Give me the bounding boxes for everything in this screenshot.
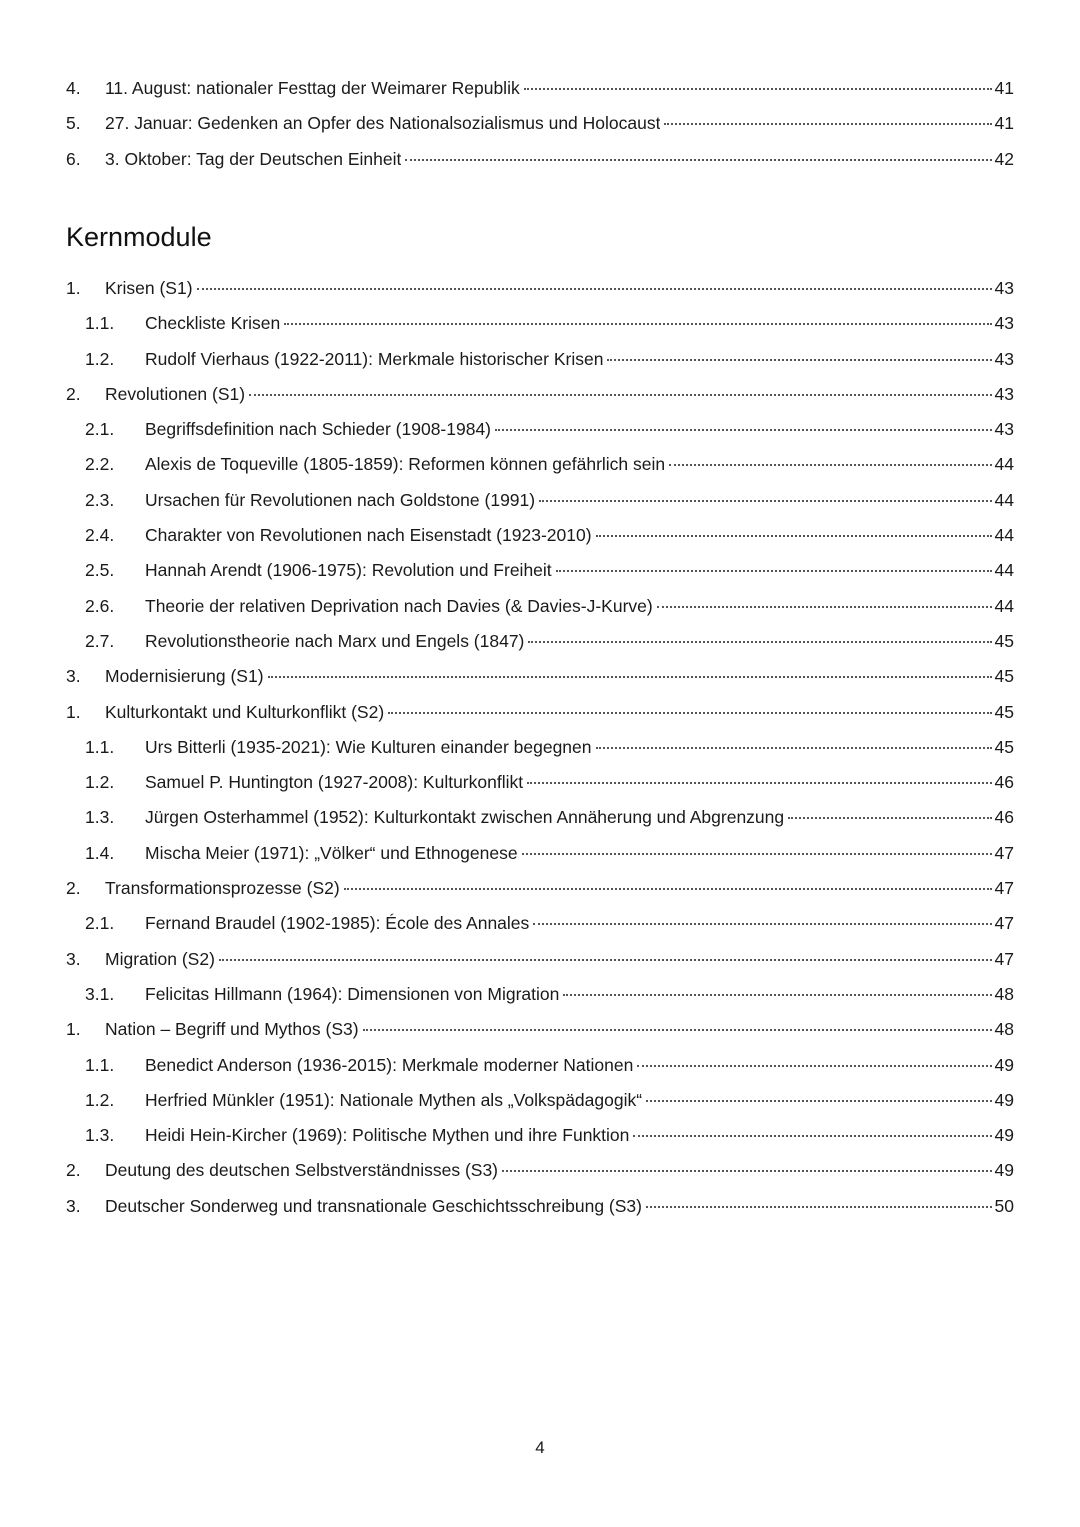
toc-entry-number: 2.6. bbox=[85, 595, 115, 616]
toc-entry-title: Herfried Münkler (1951): Nationale Mythen als „Volkspädagogik“ bbox=[145, 1089, 643, 1110]
toc-entry-page: 43 bbox=[994, 278, 1014, 298]
toc-entry-title: Rudolf Vierhaus (1922-2011): Merkmale historischer Krisen bbox=[145, 348, 604, 369]
toc-entry[interactable] bbox=[66, 1085, 1014, 1120]
toc-entry-number: 6. bbox=[66, 148, 81, 169]
toc-entry-title: Krisen (S1) bbox=[105, 278, 193, 298]
toc-entry-number: 2.7. bbox=[85, 630, 115, 651]
toc-entry-page: 46 bbox=[994, 772, 1014, 793]
toc-entry-page: 48 bbox=[994, 1019, 1014, 1040]
dot-leader bbox=[607, 359, 991, 361]
toc-entry-page: 47 bbox=[994, 948, 1014, 969]
dot-leader bbox=[388, 712, 991, 714]
toc-entry-page: 45 bbox=[994, 666, 1014, 687]
dot-leader bbox=[788, 817, 991, 819]
toc-entry-title: Charakter von Revolutionen nach Eisenstadt (1923-2010) bbox=[145, 525, 592, 546]
toc-entry[interactable] bbox=[66, 626, 1014, 661]
dot-leader bbox=[528, 641, 991, 643]
toc-entry-title: Fernand Braudel (1902-1985): École des Annales bbox=[145, 913, 530, 934]
toc-entry-title: Benedict Anderson (1936-2015): Merkmale moderner Nationen bbox=[145, 1054, 634, 1075]
toc-entry-title: Samuel P. Huntington (1927-2008): Kulturkonflikt bbox=[145, 772, 524, 793]
toc-entry[interactable] bbox=[66, 520, 1014, 555]
toc-entry-number: 2. bbox=[66, 878, 81, 899]
toc-entry-title: Nation – Begriff und Mythos (S3) bbox=[105, 1019, 359, 1040]
toc-entry[interactable] bbox=[66, 1155, 1014, 1190]
toc-entry-page: 43 bbox=[994, 419, 1014, 440]
toc-entry-number: 5. bbox=[66, 113, 81, 134]
toc-entry-number: 3. bbox=[66, 666, 81, 687]
toc-continuation-list bbox=[66, 73, 1014, 179]
toc-entry[interactable] bbox=[66, 838, 1014, 873]
toc-entry-page: 46 bbox=[994, 807, 1014, 828]
toc-entry-page: 41 bbox=[994, 113, 1014, 134]
toc-entry-number: 4. bbox=[66, 78, 81, 98]
toc-entry-title: Deutscher Sonderweg und transnationale Geschichtsschreibung (S3) bbox=[105, 1195, 642, 1216]
toc-entry-title: Kulturkontakt und Kulturkonflikt (S2) bbox=[105, 701, 385, 722]
dot-leader bbox=[249, 394, 991, 396]
toc-entry[interactable] bbox=[66, 591, 1014, 626]
toc-entry-title: Mischa Meier (1971): „Völker“ und Ethnogenese bbox=[145, 842, 518, 863]
toc-entry-title: Begriffsdefinition nach Schieder (1908-1984) bbox=[145, 419, 492, 440]
toc-entry-title: Felicitas Hillmann (1964): Dimensionen von Migration bbox=[145, 983, 560, 1004]
dot-leader bbox=[596, 747, 992, 749]
dot-leader bbox=[268, 676, 992, 678]
dot-leader bbox=[363, 1029, 992, 1031]
toc-entry[interactable] bbox=[66, 661, 1014, 696]
toc-entry[interactable] bbox=[66, 767, 1014, 802]
toc-entry[interactable] bbox=[66, 379, 1014, 414]
toc-entry[interactable] bbox=[66, 308, 1014, 343]
dot-leader bbox=[596, 535, 992, 537]
toc-entry-number: 1.1. bbox=[85, 313, 115, 334]
dot-leader bbox=[405, 159, 991, 161]
toc-entry-title: Theorie der relativen Deprivation nach Davies (& Davies-J-Kurve) bbox=[145, 595, 653, 616]
toc-entry-title: 11. August: nationaler Festtag der Weimarer Republik bbox=[105, 78, 520, 98]
dot-leader bbox=[633, 1135, 991, 1137]
toc-entry-page: 43 bbox=[994, 383, 1014, 404]
toc-entry[interactable] bbox=[66, 344, 1014, 379]
toc-entry[interactable] bbox=[66, 732, 1014, 767]
toc-entry-title: Revolutionen (S1) bbox=[105, 383, 246, 404]
toc-entry-number: 1.1. bbox=[85, 736, 115, 757]
toc-entry-number: 1.3. bbox=[85, 1125, 115, 1146]
toc-entry-number: 1.4. bbox=[85, 842, 115, 863]
dot-leader bbox=[495, 429, 992, 431]
toc-entry-page: 44 bbox=[994, 454, 1014, 475]
toc-entry-page: 47 bbox=[994, 913, 1014, 934]
toc-entry-title: Jürgen Osterhammel (1952): Kulturkontakt zwischen Annäherung und Abgrenzung bbox=[145, 807, 785, 828]
toc-entry[interactable] bbox=[66, 485, 1014, 520]
toc-entry-page: 45 bbox=[994, 701, 1014, 722]
toc-entry-title: Checkliste Krisen bbox=[145, 313, 281, 334]
toc-entry[interactable] bbox=[66, 1191, 1014, 1226]
toc-entry-page: 45 bbox=[994, 630, 1014, 651]
toc-entry-number: 2.1. bbox=[85, 419, 115, 440]
dot-leader bbox=[344, 888, 992, 890]
toc-entry-title: Migration (S2) bbox=[105, 948, 215, 969]
toc-entry-title: Alexis de Toqueville (1805-1859): Reformen können gefährlich sein bbox=[145, 454, 666, 475]
toc-entry-number: 1. bbox=[66, 278, 81, 298]
toc-entry-number: 1.3. bbox=[85, 807, 115, 828]
toc-entry-page: 44 bbox=[994, 595, 1014, 616]
dot-leader bbox=[533, 923, 991, 925]
toc-entry[interactable] bbox=[66, 944, 1014, 979]
dot-leader bbox=[197, 288, 992, 290]
toc-entry-page: 50 bbox=[994, 1195, 1014, 1216]
toc-entry-title: Modernisierung (S1) bbox=[105, 666, 264, 687]
toc-entry-page: 45 bbox=[994, 736, 1014, 757]
toc-entry[interactable] bbox=[66, 555, 1014, 590]
dot-leader bbox=[502, 1170, 992, 1172]
toc-entry-number: 2.5. bbox=[85, 560, 115, 581]
toc-entry[interactable] bbox=[66, 1014, 1014, 1049]
toc-entry-number: 2.3. bbox=[85, 489, 115, 510]
toc-entry-page: 44 bbox=[994, 560, 1014, 581]
toc-entry-page: 43 bbox=[994, 313, 1014, 334]
toc-entry[interactable] bbox=[66, 108, 1014, 143]
toc-entry-page: 43 bbox=[994, 348, 1014, 369]
toc-entry-page: 49 bbox=[994, 1125, 1014, 1146]
toc-entry-number: 3. bbox=[66, 1195, 81, 1216]
toc-entry-number: 2. bbox=[66, 1160, 81, 1181]
dot-leader bbox=[284, 323, 991, 325]
toc-entry-number: 1.2. bbox=[85, 348, 115, 369]
dot-leader bbox=[657, 606, 992, 608]
dot-leader bbox=[556, 570, 992, 572]
toc-entry-page: 49 bbox=[994, 1054, 1014, 1075]
toc-entry-number: 3.1. bbox=[85, 983, 115, 1004]
toc-entry-number: 2.2. bbox=[85, 454, 115, 475]
toc-entry[interactable] bbox=[66, 1050, 1014, 1085]
toc-entry-number: 1.2. bbox=[85, 772, 115, 793]
toc-entry[interactable] bbox=[66, 449, 1014, 484]
dot-leader bbox=[539, 500, 991, 502]
dot-leader bbox=[637, 1065, 991, 1067]
toc-entry-title: Heidi Hein-Kircher (1969): Politische Mythen und ihre Funktion bbox=[145, 1125, 630, 1146]
toc-entry-title: Revolutionstheorie nach Marx und Engels (1847) bbox=[145, 630, 525, 651]
toc-entry-number: 1. bbox=[66, 1019, 81, 1040]
toc-entry-page: 44 bbox=[994, 489, 1014, 510]
toc-entry-page: 42 bbox=[994, 148, 1014, 169]
toc-entry-title: Ursachen für Revolutionen nach Goldstone (1991) bbox=[145, 489, 536, 510]
toc-entry-number: 2.1. bbox=[85, 913, 115, 934]
dot-leader bbox=[524, 88, 992, 90]
dot-leader bbox=[664, 123, 991, 125]
toc-entry[interactable] bbox=[66, 873, 1014, 908]
toc-entry-page: 49 bbox=[994, 1160, 1014, 1181]
toc-entry[interactable] bbox=[66, 144, 1014, 179]
dot-leader bbox=[646, 1206, 992, 1208]
dot-leader bbox=[563, 994, 991, 996]
section-heading-kernmodule: Kernmodule bbox=[66, 222, 212, 252]
toc-entry[interactable] bbox=[66, 73, 1014, 108]
toc-entry-title: Transformationsprozesse (S2) bbox=[105, 878, 340, 899]
toc-entry-page: 47 bbox=[994, 878, 1014, 899]
toc-entry-number: 2. bbox=[66, 383, 81, 404]
dot-leader bbox=[219, 959, 992, 961]
toc-entry[interactable] bbox=[66, 979, 1014, 1014]
page-number: 4 bbox=[535, 1438, 545, 1457]
toc-entry[interactable] bbox=[66, 1120, 1014, 1155]
toc-entry-number: 3. bbox=[66, 948, 81, 969]
toc-entry-number: 1.1. bbox=[85, 1054, 115, 1075]
toc-entry[interactable] bbox=[66, 908, 1014, 943]
toc-entry[interactable] bbox=[66, 414, 1014, 449]
toc-entry[interactable] bbox=[66, 802, 1014, 837]
toc-entry[interactable] bbox=[66, 697, 1014, 732]
toc-kernmodule-list bbox=[66, 273, 1014, 1226]
toc-entry-page: 48 bbox=[994, 983, 1014, 1004]
toc-entry-title: Hannah Arendt (1906-1975): Revolution und Freiheit bbox=[145, 560, 552, 581]
toc-entry-page: 49 bbox=[994, 1089, 1014, 1110]
dot-leader bbox=[669, 464, 991, 466]
toc-entry-page: 44 bbox=[994, 525, 1014, 546]
dot-leader bbox=[646, 1100, 991, 1102]
toc-entry-number: 1.2. bbox=[85, 1089, 115, 1110]
dot-leader bbox=[527, 782, 991, 784]
toc-entry-title: Urs Bitterli (1935-2021): Wie Kulturen einander begegnen bbox=[145, 736, 592, 757]
toc-entry-title: 3. Oktober: Tag der Deutschen Einheit bbox=[105, 148, 402, 169]
toc-entry-page: 47 bbox=[994, 842, 1014, 863]
toc-entry-title: Deutung des deutschen Selbstverständnisses (S3) bbox=[105, 1160, 499, 1181]
toc-entry-number: 1. bbox=[66, 701, 81, 722]
toc-entry[interactable] bbox=[66, 273, 1014, 308]
toc-entry-title: 27. Januar: Gedenken an Opfer des Nationalsozialismus und Holocaust bbox=[105, 113, 661, 134]
toc-entry-number: 2.4. bbox=[85, 525, 115, 546]
dot-leader bbox=[522, 853, 992, 855]
toc-entry-page: 41 bbox=[994, 78, 1014, 98]
